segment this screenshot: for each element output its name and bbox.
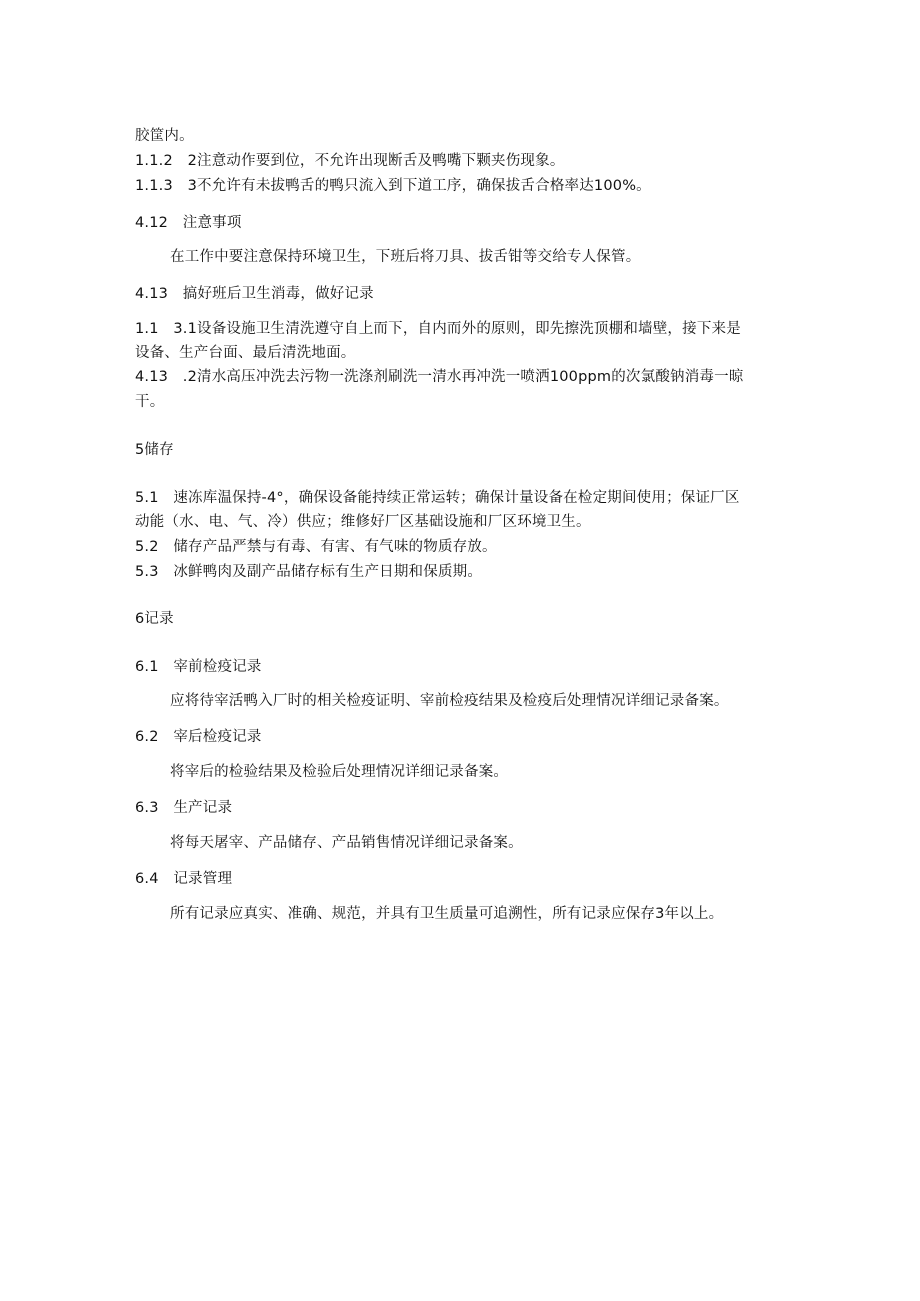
- section-heading: 6.2 宰后检疫记录: [135, 729, 262, 745]
- text-line: 动能（水、电、气、冷）供应；维修好厂区基础设施和厂区环境卫生。: [135, 514, 591, 530]
- text-line: 4.13 .2清水高压冲洗去污物一洗涤剂刷洗一清水再冲洗一喷洒100ppm的次氯酸钠消毒一晾: [135, 369, 744, 385]
- section-heading: 4.13 搞好班后卫生消毒，做好记录: [135, 286, 374, 302]
- text-line: 5.3 冰鲜鸭肉及副产品储存标有生产日期和保质期。: [135, 564, 483, 580]
- section-heading: 6.3 生产记录: [135, 800, 233, 816]
- text-line: 应将待宰活鸭入厂时的相关检疫证明、宰前检疫结果及检疫后处理情况详细记录备案。: [170, 693, 729, 709]
- chapter-heading: 6记录: [135, 611, 174, 627]
- text-line: 将每天屠宰、产品储存、产品销售情况详细记录备案。: [170, 835, 523, 851]
- section-heading: 4.12 注意事项: [135, 215, 242, 231]
- chapter-heading: 5储存: [135, 442, 174, 458]
- section-heading: 6.1 宰前检疫记录: [135, 659, 262, 675]
- text-line: 1.1 3.1设备设施卫生清洗遵守自上而下，自内而外的原则，即先擦洗顶棚和墙壁，接下来是: [135, 321, 741, 337]
- text-line: 将宰后的检验结果及检验后处理情况详细记录备案。: [170, 764, 509, 780]
- text-line: 5.1 速冻库温保持-4°，确保设备能持续正常运转；确保计量设备在检定期间使用；保证厂区: [135, 490, 740, 506]
- text-line: 所有记录应真实、准确、规范，并具有卫生质量可追溯性，所有记录应保存3年以上。: [170, 906, 724, 922]
- text-line: 1.1.2 2注意动作要到位，不允许出现断舌及鸭嘴下颗夹伤现象。: [135, 153, 565, 169]
- text-line: 1.1.3 3不允许有未拔鸭舌的鸭只流入到下道工序，确保拔舌合格率达100%。: [135, 178, 651, 194]
- text-line: 在工作中要注意保持环境卫生，下班后将刀具、拔舌钳等交给专人保管。: [170, 249, 641, 265]
- section-heading: 6.4 记录管理: [135, 871, 233, 887]
- text-line: 设备、生产台面、最后清洗地面。: [135, 345, 356, 361]
- text-line: 干。: [135, 394, 165, 410]
- text-line: 5.2 储存产品严禁与有毒、有害、有气味的物质存放。: [135, 539, 497, 555]
- text-line: 胶筐内。: [135, 128, 194, 144]
